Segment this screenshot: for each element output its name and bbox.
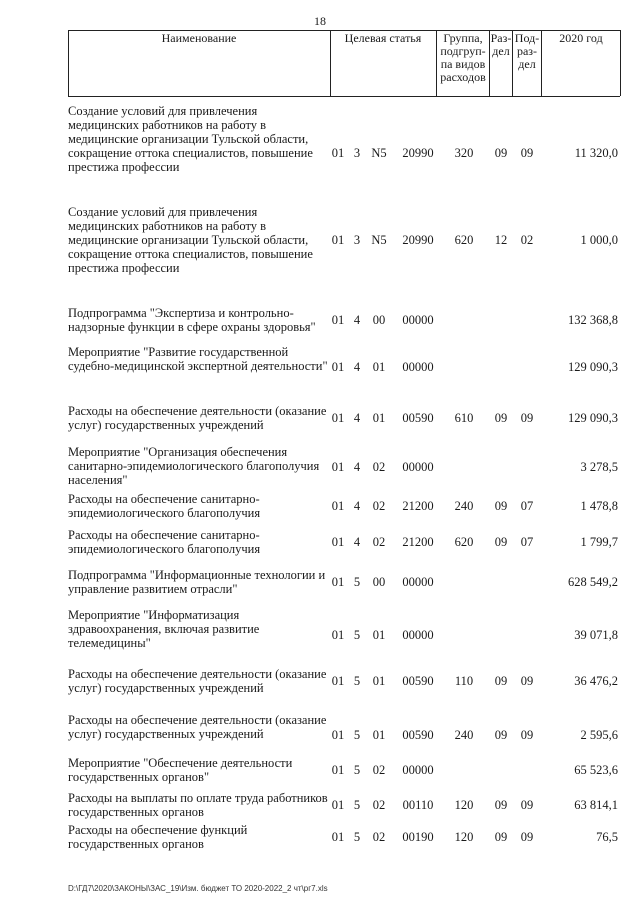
amount-2020: 1 000,0 bbox=[580, 233, 618, 247]
expense-group: 620 bbox=[454, 233, 474, 247]
target-direction: 00590 bbox=[402, 674, 434, 688]
target-program: 01 bbox=[331, 628, 345, 642]
header-section: Раз- дел bbox=[490, 31, 512, 58]
target-direction: 00590 bbox=[402, 728, 434, 742]
target-measure: 02 bbox=[372, 798, 386, 812]
target-program: 01 bbox=[331, 575, 345, 589]
amount-2020: 2 595,6 bbox=[580, 728, 618, 742]
row-name: Создание условий для привлечения медицинских работников на работу в медицинские организации Тульской области, сокращение оттока специалистов, повышение престижа профессии bbox=[68, 104, 313, 174]
target-subprogram: 5 bbox=[353, 674, 361, 688]
target-program: 01 bbox=[331, 674, 345, 688]
amount-2020: 76,5 bbox=[596, 830, 618, 844]
row-name: Расходы на обеспечение деятельности (оказание услуг) государственных учреждений bbox=[68, 713, 327, 741]
header-subsection: Под- раз- дел bbox=[514, 31, 540, 71]
expense-group: 240 bbox=[454, 499, 474, 513]
header-bottom-border bbox=[68, 96, 620, 97]
target-measure: N5 bbox=[371, 146, 387, 160]
target-measure: 02 bbox=[372, 830, 386, 844]
target-direction: 00000 bbox=[402, 460, 434, 474]
target-direction: 20990 bbox=[402, 146, 434, 160]
subsection-code: 09 bbox=[520, 830, 534, 844]
row-name: Расходы на обеспечение санитарно-эпидемиологического благополучия bbox=[68, 528, 261, 556]
target-measure: 02 bbox=[372, 460, 386, 474]
amount-2020: 1 799,7 bbox=[580, 535, 618, 549]
target-program: 01 bbox=[331, 411, 345, 425]
target-subprogram: 5 bbox=[353, 830, 361, 844]
subsection-code: 02 bbox=[520, 233, 534, 247]
section-code: 09 bbox=[494, 798, 508, 812]
target-subprogram: 5 bbox=[353, 763, 361, 777]
target-subprogram: 4 bbox=[353, 460, 361, 474]
target-measure: 02 bbox=[372, 763, 386, 777]
amount-2020: 129 090,3 bbox=[568, 411, 618, 425]
subsection-code: 09 bbox=[520, 674, 534, 688]
target-measure: 02 bbox=[372, 499, 386, 513]
row-name: Расходы на выплаты по оплате труда работников государственных органов bbox=[68, 791, 328, 819]
target-direction: 00000 bbox=[402, 360, 434, 374]
target-subprogram: 4 bbox=[353, 360, 361, 374]
header-group: Группа, подгруп- па видов расходов bbox=[440, 31, 486, 84]
target-direction: 21200 bbox=[402, 499, 434, 513]
row-name: Расходы на обеспечение функций государственных органов bbox=[68, 823, 248, 851]
subsection-code: 07 bbox=[520, 535, 534, 549]
expense-group: 620 bbox=[454, 535, 474, 549]
header-divider bbox=[620, 30, 621, 96]
target-subprogram: 5 bbox=[353, 798, 361, 812]
row-name: Подпрограмма "Экспертиза и контрольно-надзорные функции в сфере охраны здоровья" bbox=[68, 306, 316, 334]
row-name: Расходы на обеспечение деятельности (оказание услуг) государственных учреждений bbox=[68, 667, 327, 695]
target-program: 01 bbox=[331, 798, 345, 812]
target-program: 01 bbox=[331, 360, 345, 374]
expense-group: 110 bbox=[454, 674, 474, 688]
amount-2020: 65 523,6 bbox=[574, 763, 618, 777]
row-name: Расходы на обеспечение санитарно-эпидемиологического благополучия bbox=[68, 492, 261, 520]
target-program: 01 bbox=[331, 460, 345, 474]
target-direction: 00110 bbox=[402, 798, 434, 812]
file-path-footer: D:\ГД7\2020\ЗАКОНЫ\ЗАС_19\Изм. бюджет ТО 2020-2022_2 чт\рг7.xls bbox=[68, 884, 328, 893]
target-direction: 00000 bbox=[402, 763, 434, 777]
target-measure: 01 bbox=[372, 674, 386, 688]
target-subprogram: 4 bbox=[353, 535, 361, 549]
row-name: Расходы на обеспечение деятельности (оказание услуг) государственных учреждений bbox=[68, 404, 327, 432]
target-measure: 01 bbox=[372, 360, 386, 374]
target-direction: 21200 bbox=[402, 535, 434, 549]
expense-group: 320 bbox=[454, 146, 474, 160]
target-program: 01 bbox=[331, 830, 345, 844]
target-program: 01 bbox=[331, 499, 345, 513]
subsection-code: 09 bbox=[520, 798, 534, 812]
amount-2020: 39 071,8 bbox=[574, 628, 618, 642]
target-subprogram: 5 bbox=[353, 628, 361, 642]
target-subprogram: 3 bbox=[353, 146, 361, 160]
target-measure: N5 bbox=[371, 233, 387, 247]
amount-2020: 129 090,3 bbox=[568, 360, 618, 374]
target-subprogram: 3 bbox=[353, 233, 361, 247]
target-program: 01 bbox=[331, 535, 345, 549]
expense-group: 610 bbox=[454, 411, 474, 425]
subsection-code: 07 bbox=[520, 499, 534, 513]
target-measure: 01 bbox=[372, 411, 386, 425]
target-program: 01 bbox=[331, 146, 345, 160]
target-direction: 00190 bbox=[402, 830, 434, 844]
section-code: 09 bbox=[494, 674, 508, 688]
amount-2020: 36 476,2 bbox=[574, 674, 618, 688]
amount-2020: 628 549,2 bbox=[568, 575, 618, 589]
expense-group: 120 bbox=[454, 798, 474, 812]
subsection-code: 09 bbox=[520, 728, 534, 742]
section-code: 09 bbox=[494, 830, 508, 844]
target-program: 01 bbox=[331, 728, 345, 742]
target-program: 01 bbox=[331, 233, 345, 247]
target-program: 01 bbox=[331, 313, 345, 327]
target-program: 01 bbox=[331, 763, 345, 777]
amount-2020: 132 368,8 bbox=[568, 313, 618, 327]
section-code: 09 bbox=[494, 411, 508, 425]
header-name: Наименование bbox=[161, 31, 237, 45]
target-subprogram: 5 bbox=[353, 575, 361, 589]
target-measure: 00 bbox=[372, 313, 386, 327]
target-measure: 00 bbox=[372, 575, 386, 589]
target-direction: 20990 bbox=[402, 233, 434, 247]
section-code: 12 bbox=[494, 233, 508, 247]
section-code: 09 bbox=[494, 728, 508, 742]
amount-2020: 3 278,5 bbox=[580, 460, 618, 474]
target-direction: 00000 bbox=[402, 313, 434, 327]
row-name: Мероприятие "Обеспечение деятельности государственных органов" bbox=[68, 756, 293, 784]
section-code: 09 bbox=[494, 535, 508, 549]
target-direction: 00000 bbox=[402, 575, 434, 589]
target-subprogram: 4 bbox=[353, 499, 361, 513]
target-subprogram: 5 bbox=[353, 728, 361, 742]
row-name: Мероприятие "Развитие государственной судебно-медицинской экспертной деятельности" bbox=[68, 345, 328, 373]
subsection-code: 09 bbox=[520, 411, 534, 425]
target-measure: 01 bbox=[372, 628, 386, 642]
expense-group: 240 bbox=[454, 728, 474, 742]
header-target: Целевая статья bbox=[344, 31, 422, 45]
page-number: 18 bbox=[314, 14, 326, 28]
target-measure: 01 bbox=[372, 728, 386, 742]
row-name: Создание условий для привлечения медицинских работников на работу в медицинские организации Тульской области, сокращение оттока специалистов, повышение престижа профессии bbox=[68, 205, 313, 275]
row-name: Подпрограмма "Информационные технологии и управление развитием отрасли" bbox=[68, 568, 326, 596]
target-subprogram: 4 bbox=[353, 411, 361, 425]
row-name: Мероприятие "Информатизация здравоохранения, включая развитие телемедицины" bbox=[68, 608, 260, 650]
target-direction: 00000 bbox=[402, 628, 434, 642]
expense-group: 120 bbox=[454, 830, 474, 844]
header-year: 2020 год bbox=[559, 31, 603, 45]
row-name: Мероприятие "Организация обеспечения санитарно-эпидемиологического благополучия населения" bbox=[68, 445, 320, 487]
section-code: 09 bbox=[494, 146, 508, 160]
target-measure: 02 bbox=[372, 535, 386, 549]
section-code: 09 bbox=[494, 499, 508, 513]
amount-2020: 11 320,0 bbox=[574, 146, 618, 160]
amount-2020: 63 814,1 bbox=[574, 798, 618, 812]
target-direction: 00590 bbox=[402, 411, 434, 425]
target-subprogram: 4 bbox=[353, 313, 361, 327]
amount-2020: 1 478,8 bbox=[580, 499, 618, 513]
subsection-code: 09 bbox=[520, 146, 534, 160]
